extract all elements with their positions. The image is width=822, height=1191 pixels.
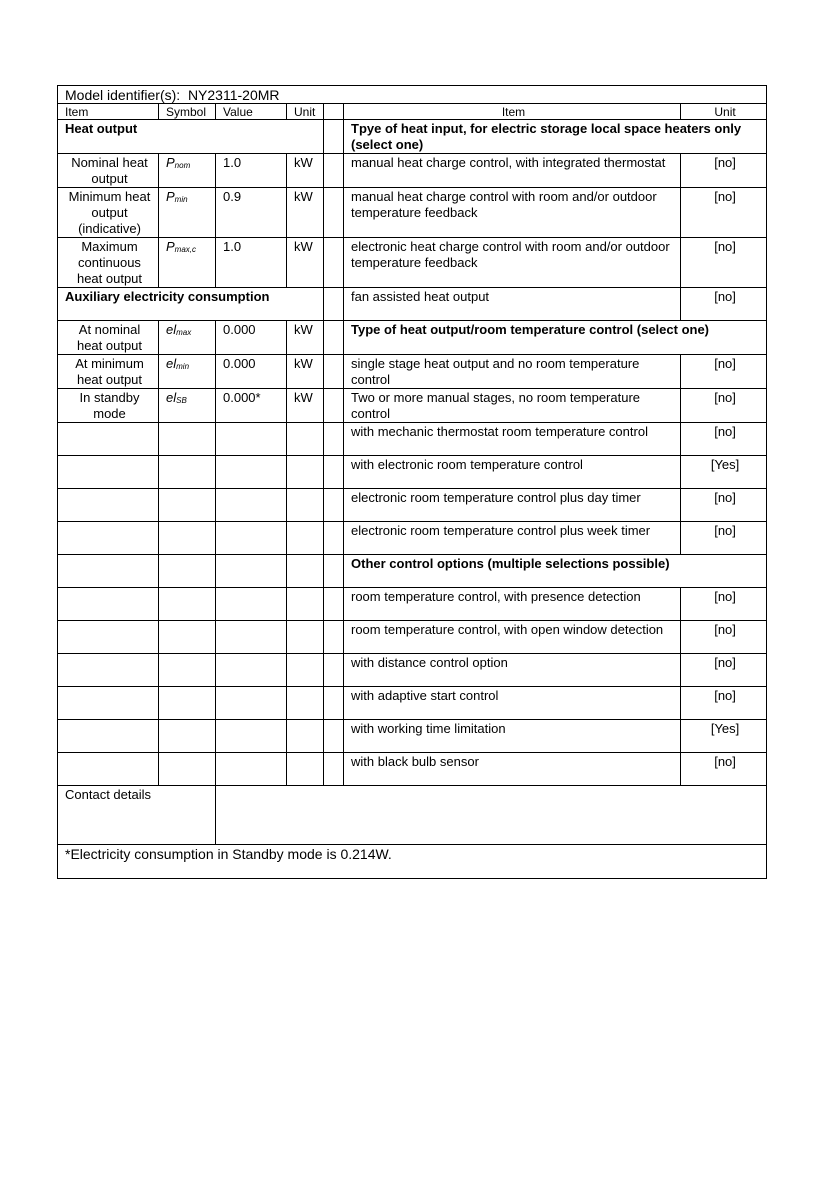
header-symbol: Symbol <box>159 104 216 120</box>
el-standby-symbol: $el_{SB}$ <box>159 389 216 423</box>
el-standby-value: 0.000* <box>216 389 287 423</box>
right-item: single stage heat output and no room temperature control <box>344 355 681 389</box>
right-unit: [no] <box>681 423 767 456</box>
maximum-heat-output-label: Maximum continuous heat output <box>58 238 159 288</box>
right-unit: [no] <box>681 687 767 720</box>
right-unit: [no] <box>681 154 767 188</box>
el-standby-unit: kW <box>287 389 324 423</box>
empty-cell <box>58 621 159 654</box>
right-item: with distance control option <box>344 654 681 687</box>
minimum-heat-output-value: 0.9 <box>216 188 287 238</box>
empty-cell <box>159 522 216 555</box>
empty-cell <box>216 522 287 555</box>
spacer-cell <box>324 489 344 522</box>
el-nominal-label: At nominal heat output <box>58 321 159 355</box>
empty-cell <box>159 687 216 720</box>
right-item: manual heat charge control with room and/or outdoor temperature feedback <box>344 188 681 238</box>
empty-cell <box>287 522 324 555</box>
empty-cell <box>287 621 324 654</box>
minimum-heat-output-unit: kW <box>287 188 324 238</box>
right-unit: [no] <box>681 489 767 522</box>
spacer-cell <box>324 654 344 687</box>
spacer-cell <box>324 321 344 355</box>
empty-cell <box>216 654 287 687</box>
empty-cell <box>287 555 324 588</box>
empty-cell <box>216 753 287 786</box>
right-unit: [no] <box>681 621 767 654</box>
el-nominal-symbol: $el_{max}$ <box>159 321 216 355</box>
empty-cell <box>216 588 287 621</box>
header-value: Value <box>216 104 287 120</box>
spacer-cell <box>324 154 344 188</box>
contact-details-value <box>216 786 767 845</box>
spacer-cell <box>324 621 344 654</box>
empty-cell <box>58 423 159 456</box>
el-nominal-unit: kW <box>287 321 324 355</box>
right-item: with black bulb sensor <box>344 753 681 786</box>
empty-cell <box>287 588 324 621</box>
empty-cell <box>287 720 324 753</box>
empty-cell <box>287 654 324 687</box>
empty-cell <box>287 489 324 522</box>
empty-cell <box>159 489 216 522</box>
right-unit: [no] <box>681 389 767 423</box>
empty-cell <box>159 720 216 753</box>
spacer-cell <box>324 720 344 753</box>
right-item: with mechanic thermostat room temperature control <box>344 423 681 456</box>
right-item: room temperature control, with presence detection <box>344 588 681 621</box>
right-item: with working time limitation <box>344 720 681 753</box>
right-item: Two or more manual stages, no room temperature control <box>344 389 681 423</box>
empty-cell <box>58 753 159 786</box>
empty-cell <box>58 654 159 687</box>
spacer-cell <box>324 104 344 120</box>
empty-cell <box>58 489 159 522</box>
empty-cell <box>159 654 216 687</box>
spacer-cell <box>324 456 344 489</box>
el-minimum-label: At minimum heat output <box>58 355 159 389</box>
empty-cell <box>216 621 287 654</box>
empty-cell <box>287 423 324 456</box>
right-unit: [Yes] <box>681 720 767 753</box>
spacer-cell <box>324 389 344 423</box>
maximum-heat-output-value: 1.0 <box>216 238 287 288</box>
heat-output-title: Heat output <box>58 120 324 154</box>
el-nominal-value: 0.000 <box>216 321 287 355</box>
minimum-heat-output-label: Minimum heat output (indicative) <box>58 188 159 238</box>
spacer-cell <box>324 423 344 456</box>
right-unit: [no] <box>681 288 767 321</box>
other-control-title: Other control options (multiple selections possible) <box>344 555 767 588</box>
right-unit: [no] <box>681 588 767 621</box>
empty-cell <box>216 423 287 456</box>
header-unit: Unit <box>287 104 324 120</box>
spacer-cell <box>324 687 344 720</box>
right-item: electronic room temperature control plus day timer <box>344 489 681 522</box>
right-item: manual heat charge control, with integrated thermostat <box>344 154 681 188</box>
spacer-cell <box>324 188 344 238</box>
right-item: electronic room temperature control plus week timer <box>344 522 681 555</box>
aux-electricity-title: Auxiliary electricity consumption <box>58 288 324 321</box>
maximum-heat-output-unit: kW <box>287 238 324 288</box>
maximum-heat-output-symbol: $P_{max,c}$ <box>159 238 216 288</box>
empty-cell <box>159 456 216 489</box>
spacer-cell <box>324 355 344 389</box>
empty-cell <box>216 456 287 489</box>
empty-cell <box>159 753 216 786</box>
empty-cell <box>159 588 216 621</box>
empty-cell <box>216 489 287 522</box>
header-right-item: Item <box>344 104 681 120</box>
el-standby-label: In standby mode <box>58 389 159 423</box>
header-item: Item <box>58 104 159 120</box>
nominal-heat-output-unit: kW <box>287 154 324 188</box>
nominal-heat-output-symbol: $P_{nom}$ <box>159 154 216 188</box>
spacer-cell <box>324 288 344 321</box>
spacer-cell <box>324 120 344 154</box>
minimum-heat-output-symbol: $P_{min}$ <box>159 188 216 238</box>
empty-cell <box>216 555 287 588</box>
empty-cell <box>58 456 159 489</box>
contact-details-label: Contact details <box>58 786 216 845</box>
spacer-cell <box>324 555 344 588</box>
empty-cell <box>58 588 159 621</box>
empty-cell <box>287 456 324 489</box>
right-unit: [no] <box>681 522 767 555</box>
right-item: with adaptive start control <box>344 687 681 720</box>
empty-cell <box>287 687 324 720</box>
right-item: room temperature control, with open window detection <box>344 621 681 654</box>
empty-cell <box>216 720 287 753</box>
el-minimum-symbol: $el_{min}$ <box>159 355 216 389</box>
spacer-cell <box>324 753 344 786</box>
nominal-heat-output-value: 1.0 <box>216 154 287 188</box>
right-unit: [no] <box>681 654 767 687</box>
right-item: with electronic room temperature control <box>344 456 681 489</box>
spacer-cell <box>324 522 344 555</box>
empty-cell <box>58 555 159 588</box>
empty-cell <box>58 687 159 720</box>
right-unit: [no] <box>681 188 767 238</box>
empty-cell <box>58 720 159 753</box>
empty-cell <box>159 621 216 654</box>
el-minimum-unit: kW <box>287 355 324 389</box>
empty-cell <box>159 423 216 456</box>
empty-cell <box>159 555 216 588</box>
empty-cell <box>287 753 324 786</box>
right-unit: [no] <box>681 355 767 389</box>
spacer-cell <box>324 588 344 621</box>
right-unit: [no] <box>681 753 767 786</box>
spacer-cell <box>324 238 344 288</box>
right-item: fan assisted heat output <box>344 288 681 321</box>
standby-footnote: *Electricity consumption in Standby mode is 0.214W. <box>58 845 767 879</box>
nominal-heat-output-label: Nominal heat output <box>58 154 159 188</box>
empty-cell <box>58 522 159 555</box>
heat-input-title: Tpye of heat input, for electric storage local space heaters only (select one) <box>344 120 767 154</box>
ecodesign-info-table <box>57 85 767 879</box>
empty-cell <box>216 687 287 720</box>
el-minimum-value: 0.000 <box>216 355 287 389</box>
right-item: electronic heat charge control with room and/or outdoor temperature feedback <box>344 238 681 288</box>
control-type-title: Type of heat output/room temperature control (select one) <box>344 321 767 355</box>
model-identifier: Model identifier(s): NY2311-20MR <box>58 86 767 104</box>
right-unit: [no] <box>681 238 767 288</box>
right-unit: [Yes] <box>681 456 767 489</box>
header-right-unit: Unit <box>681 104 767 120</box>
